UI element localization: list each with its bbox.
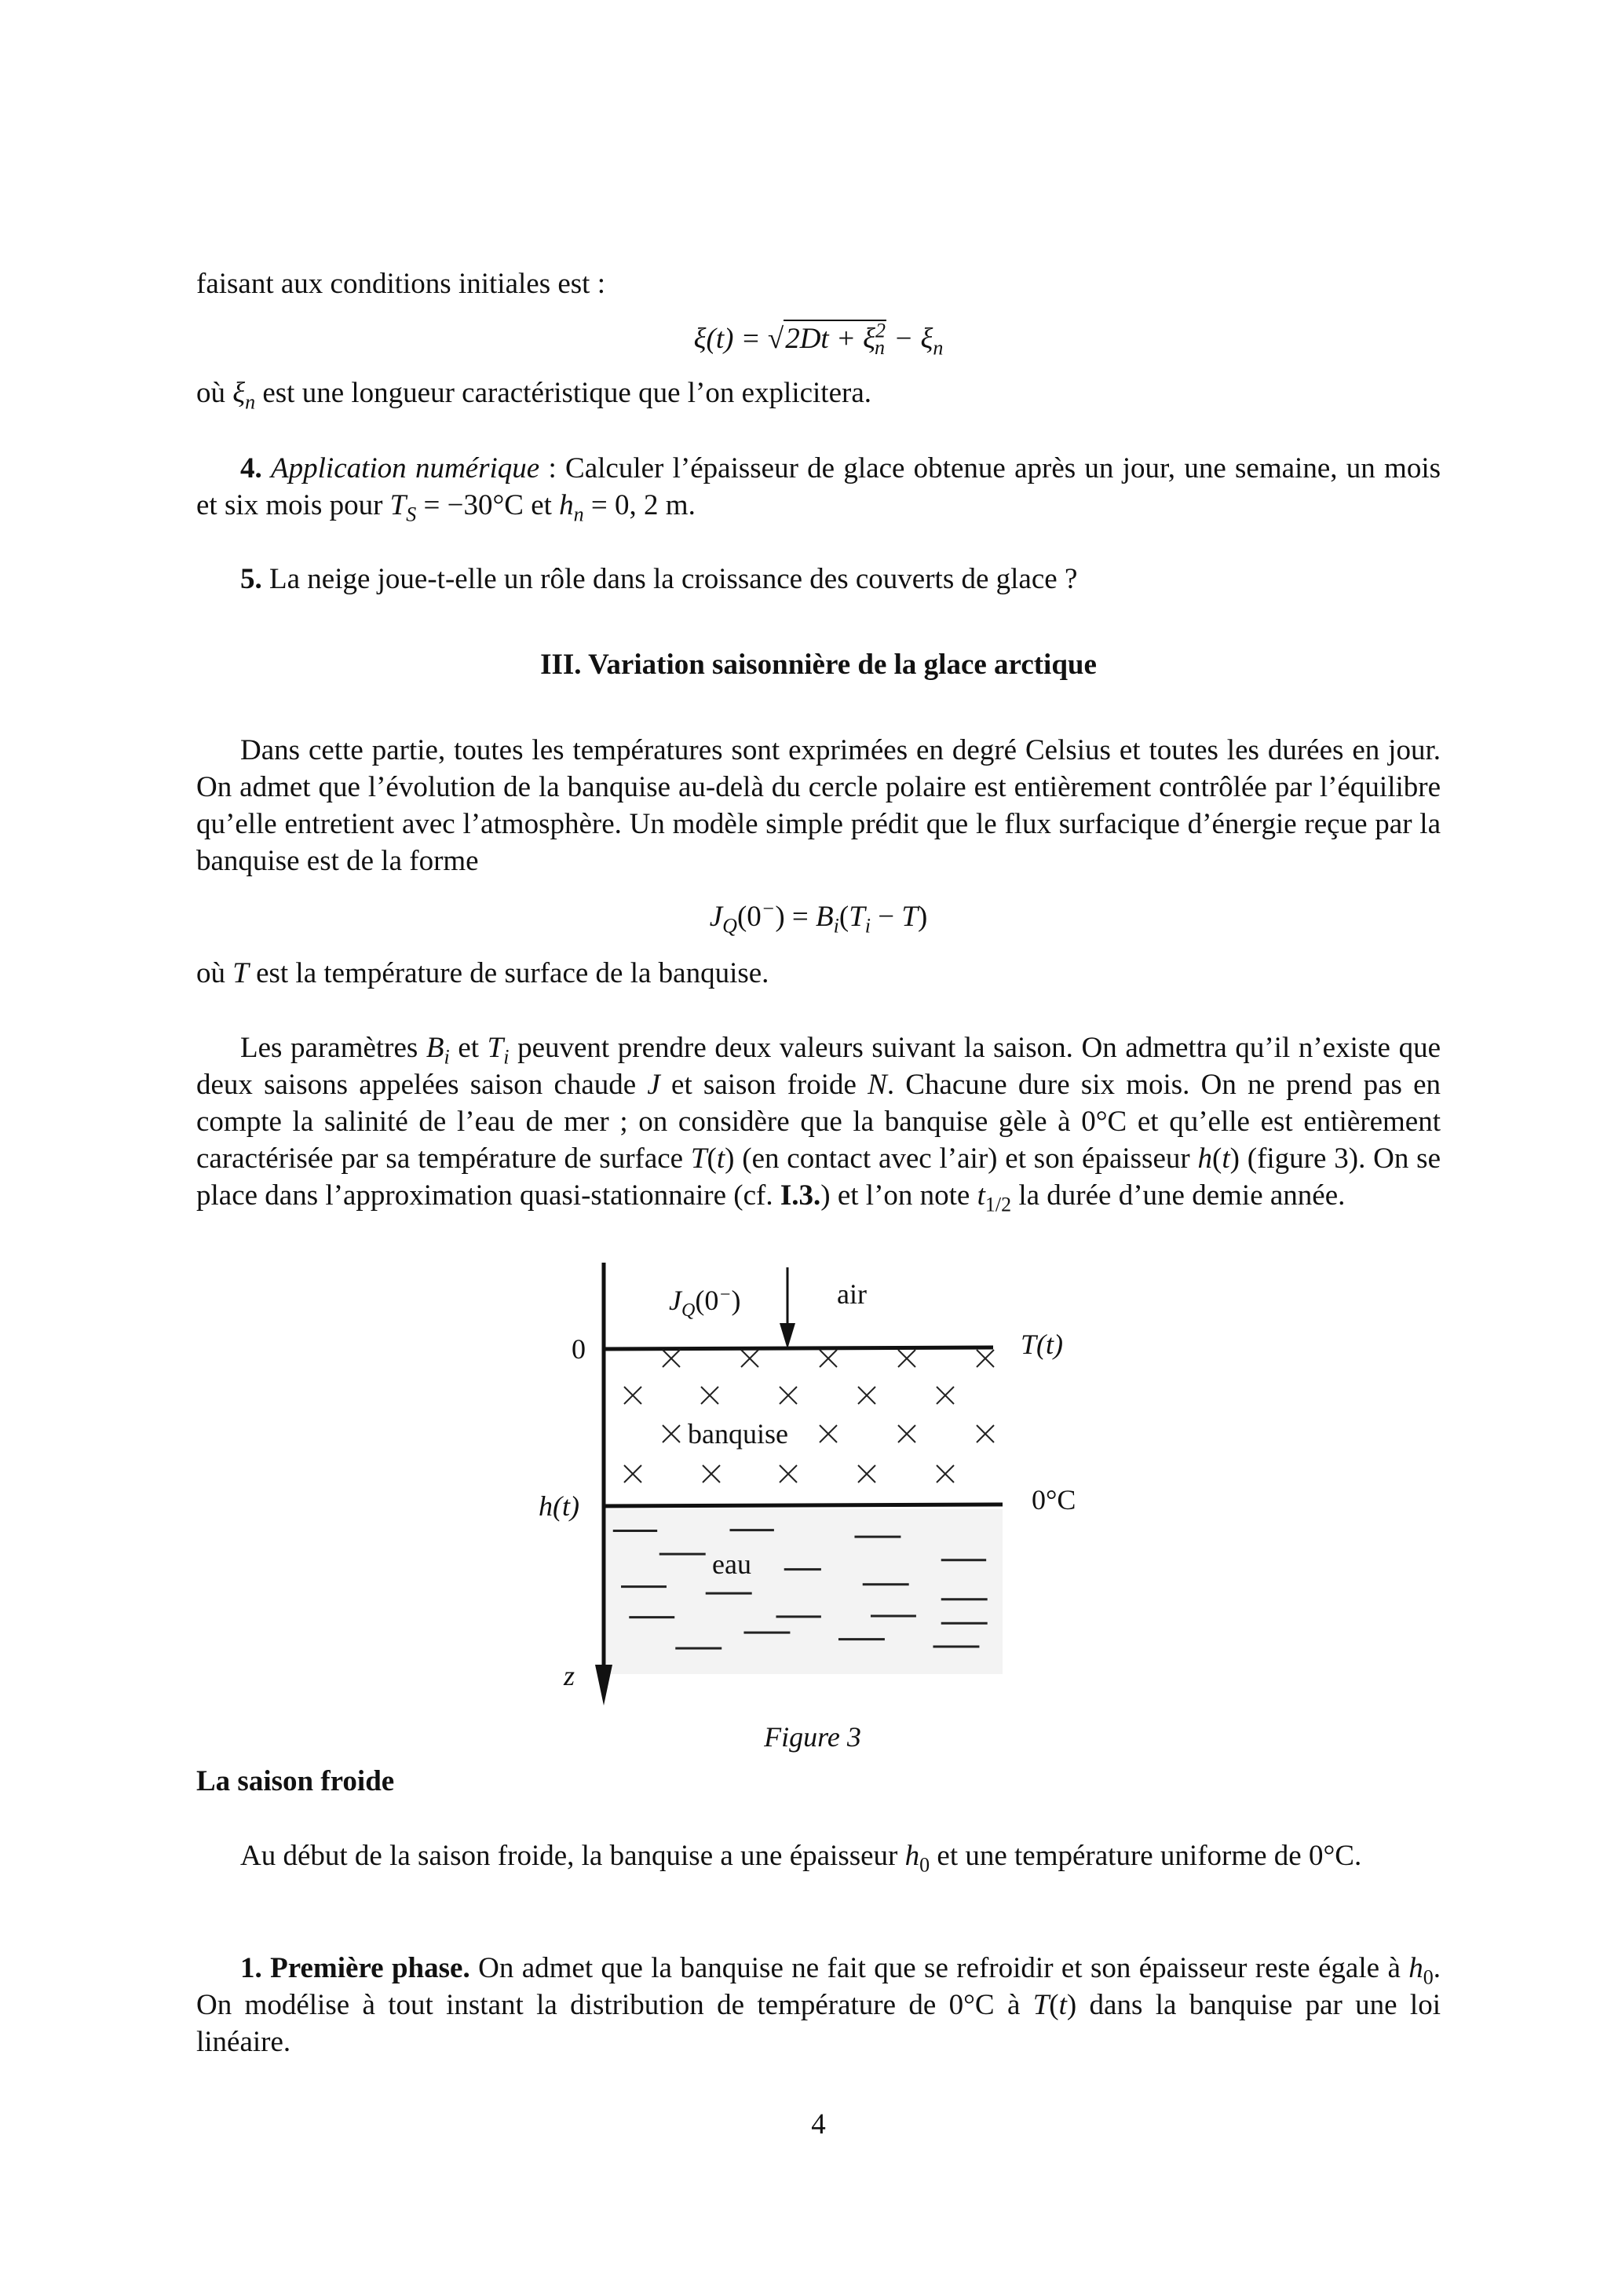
math-symbol — [904, 1840, 930, 1877]
section-title: III. Variation saisonnière de la glace arctique — [540, 649, 1097, 681]
text-run: = 0, 2 m. — [583, 489, 696, 521]
math-symbol — [1408, 1952, 1434, 1989]
math-sub: n — [245, 390, 256, 414]
math-base: h — [559, 489, 574, 521]
text-run: : Calculer l’épaisseur de glace obtenue après un jour, une semaine, un mois et six mois pour — [196, 452, 1441, 521]
z-axis-arrowhead-icon — [595, 1665, 612, 1706]
text-run: − — [871, 901, 902, 933]
ice-cross-mark — [703, 1465, 720, 1483]
radicand-text: 2Dt + ξ — [785, 323, 876, 355]
math-sub: 0 — [919, 1853, 930, 1877]
math-base: h — [1408, 1952, 1423, 1984]
paragraph-cold-season — [196, 1837, 1441, 1877]
bold-run: 4. — [240, 452, 262, 484]
bottom-temperature-label: 0°C — [1032, 1484, 1076, 1515]
flux-label: $J_Q(0^-)$ — [669, 1285, 741, 1321]
math-sub: i — [503, 1045, 510, 1069]
ice-cross-mark — [858, 1387, 875, 1404]
text-run: Les paramètres — [240, 1032, 426, 1064]
text-run: = −30°C et — [416, 489, 560, 521]
ice-cross-mark — [780, 1465, 797, 1483]
bold-run: I.3. — [780, 1179, 821, 1212]
math-base: N — [868, 1069, 887, 1101]
text-run: où — [196, 957, 233, 989]
text-run: ) (en contact avec l’air) et son épaisseur — [725, 1143, 1198, 1175]
water-shading — [606, 1509, 1003, 1674]
text-run: ) et l’on note — [820, 1179, 977, 1212]
math-base: B — [816, 901, 834, 933]
text-run: La neige joue-t-elle un rôle dans la croissance des couverts de glace ? — [261, 563, 1078, 595]
ice-label: banquise — [688, 1418, 788, 1450]
text-run: Dans cette partie, toutes les températures sont exprimées en degré Celsius et toutes les durées en jour. On admet que l’évolution de la banquise au-delà du cercle polaire est entièrement contrôlée par l’équilibre qu’elle entretient avec l’atmosphère. Un modèle simple prédit que le flux surfacique d’énergie reçue par la banquise est de la forme — [196, 734, 1441, 877]
text-run: et — [449, 1032, 488, 1064]
text-run: ( — [838, 901, 849, 933]
math-sub: S — [406, 503, 417, 526]
depth-label: h(t) — [539, 1490, 579, 1522]
math-sup: − — [761, 897, 776, 920]
math-base: T — [690, 1143, 707, 1175]
bold-run: 1. Première phase. — [240, 1952, 470, 1984]
flux-arrowhead-icon — [780, 1323, 795, 1349]
radicand-sup: 2 — [875, 319, 886, 342]
text-run: faisant aux conditions initiales est : — [196, 268, 605, 300]
math-base: J — [647, 1069, 660, 1101]
math-sub: 1/2 — [985, 1193, 1012, 1216]
ice-cross-mark — [858, 1465, 875, 1483]
math-base: h — [904, 1840, 920, 1872]
text-run: peuvent prendre deux valeurs suivant la saison. On admettra qu’il n’existe que deux saisons appelées saison chaude — [196, 1032, 1441, 1101]
surface-temperature-label: T(t) — [1021, 1329, 1063, 1360]
math-sub: Q — [722, 914, 737, 938]
text-run: et saison froide — [659, 1069, 868, 1101]
text-run: (0 — [736, 901, 762, 933]
ice-bottom-line — [604, 1504, 1003, 1506]
water-region — [606, 1509, 1003, 1674]
ice-cross-mark — [780, 1387, 797, 1404]
page-number: 4 — [811, 2108, 826, 2141]
ice-cross-mark — [937, 1387, 954, 1404]
bold-run: 5. — [240, 563, 262, 595]
water-label: eau — [712, 1548, 751, 1580]
text-run: ) — [917, 901, 928, 933]
math-base: T — [1032, 1989, 1050, 2021]
text-run: la durée d’une demie année. — [1011, 1179, 1346, 1212]
ice-surface-line — [604, 1347, 993, 1349]
math-base: T — [232, 957, 249, 989]
ice-cross-mark — [624, 1387, 641, 1404]
eq-minus: − ξ — [886, 323, 933, 355]
math-base: t — [1222, 1143, 1230, 1175]
math-base: T — [487, 1032, 504, 1064]
ice-crosses — [624, 1350, 994, 1483]
math-base: t — [977, 1179, 985, 1212]
math-sub: i — [444, 1045, 450, 1069]
ice-cross-mark — [898, 1350, 915, 1367]
text-run: et une température uniforme de 0°C. — [930, 1840, 1362, 1872]
ice-cross-mark — [701, 1387, 718, 1404]
math-symbol — [1033, 1989, 1050, 2021]
math-base: T — [901, 901, 918, 933]
italic-run: Application numérique — [271, 452, 540, 484]
text-run: ) (figure 3). On se place dans l’approximation quasi-stationnaire (cf. — [196, 1143, 1441, 1212]
ice-cross-mark — [898, 1425, 915, 1442]
ice-cross-mark — [663, 1425, 680, 1442]
math-sub: 0 — [1423, 1965, 1434, 1989]
math-base: J — [709, 901, 723, 933]
ice-cross-mark — [977, 1350, 994, 1367]
text-run: ( — [1049, 1989, 1059, 2021]
text-run: ) = — [775, 901, 816, 933]
text-run: . On modélise à tout instant la distribution de température de 0°C à — [196, 1952, 1441, 2021]
math-base: T — [389, 489, 407, 521]
radicand-sub: n — [875, 336, 886, 359]
figure-caption: Figure 3 — [764, 1721, 861, 1753]
ice-cross-mark — [741, 1350, 758, 1367]
math-base: ξ — [232, 377, 246, 409]
text-run: où — [196, 377, 233, 409]
subsection-title: La saison froide — [196, 1765, 395, 1797]
text-run: On admet que la banquise ne fait que se refroidir et son épaisseur reste égale à — [469, 1952, 1409, 1984]
paragraph-first-phase — [196, 1950, 1441, 2060]
ice-cross-mark — [937, 1465, 954, 1483]
text-run: est la température de surface de la banquise. — [248, 957, 769, 989]
eq-lhs: ξ(t) = — [693, 323, 768, 355]
math-base: t — [1058, 1989, 1067, 2021]
text-run: ) dans la banquise par une loi linéaire. — [196, 1989, 1441, 2058]
math-base: T — [849, 901, 865, 933]
text-run: ( — [707, 1143, 717, 1175]
ice-cross-mark — [820, 1425, 837, 1442]
sqrt-sign: √ — [767, 323, 784, 355]
text-run: est une longueur caractéristique que l’on explicitera. — [255, 377, 872, 409]
math-sub: i — [864, 914, 871, 938]
math-base: h — [1197, 1143, 1213, 1175]
text-run: ( — [1212, 1143, 1222, 1175]
ice-cross-mark — [624, 1465, 641, 1483]
zero-label: 0 — [572, 1333, 586, 1365]
math-symbol — [1059, 1989, 1067, 2021]
math-base: t — [716, 1143, 725, 1175]
math-sub: n — [573, 503, 584, 526]
z-axis-label: z — [564, 1660, 575, 1691]
ice-cross-mark — [820, 1350, 837, 1367]
ice-cross-mark — [663, 1350, 680, 1367]
ice-cross-mark — [977, 1425, 994, 1442]
air-label: air — [837, 1278, 867, 1310]
eq-minus-sub: n — [933, 336, 944, 360]
text-run: . Chacune dure six mois. On ne prend pas en compte la salinité de l’eau de mer ; on considère que la banquise gèle à 0°C et qu’elle est entièrement caractérisée par sa température de surface — [196, 1069, 1441, 1175]
math-base: B — [426, 1032, 444, 1064]
text-run: Au début de la saison froide, la banquise a une épaisseur — [240, 1840, 905, 1872]
math-sub: i — [833, 914, 839, 938]
